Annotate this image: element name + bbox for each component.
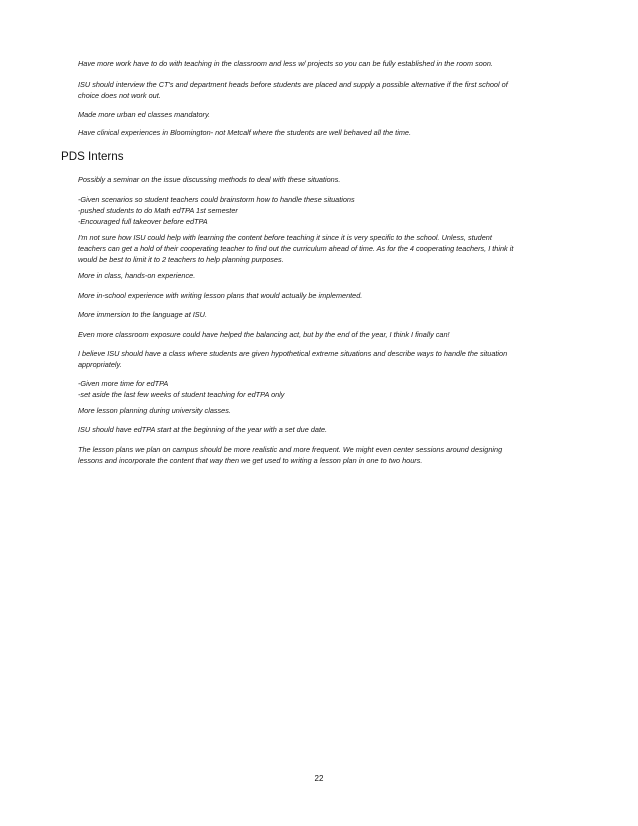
comment-paragraph: [78, 232, 578, 265]
comment-line: Possibly a seminar on the issue discussing methods to deal with these situations.: [78, 175, 341, 184]
comment-line: More in class, hands-on experience.: [78, 271, 196, 280]
comment-paragraph: [78, 174, 578, 185]
comment-paragraph: [78, 58, 578, 69]
comment-line: appropriately.: [78, 360, 122, 369]
comment-line: I believe ISU should have a class where students are given hypothetical extreme situations and describe ways to handle the situation: [78, 349, 508, 358]
comment-paragraph: [78, 378, 578, 400]
comment-line: I'm not sure how ISU could help with learning the content before teaching it since it is very specific to the school. Unless, student: [78, 233, 492, 242]
comment-paragraph: [78, 444, 578, 466]
comment-line: choice does not work out.: [78, 91, 161, 100]
comment-line: Have clinical experiences in Bloomington- not Metcalf where the students are well behaved all the time.: [78, 128, 411, 137]
comment-line: Made more urban ed classes mandatory.: [78, 110, 211, 119]
comment-paragraph: [78, 424, 578, 435]
comment-line: Have more work have to do with teaching in the classroom and less w/ projects so you can be fully established in the room soon.: [78, 59, 493, 68]
comment-paragraph: [78, 348, 578, 370]
comment-line: would be best to limit it to 2 teachers to help planning purposes.: [78, 255, 284, 264]
comment-paragraph: [78, 329, 578, 340]
comment-paragraph: [78, 127, 578, 138]
comment-paragraph: [78, 309, 578, 320]
comment-line: -Given scenarios so student teachers could brainstorm how to handle these situations: [78, 195, 355, 204]
comment-paragraph: [78, 270, 578, 281]
section-heading: PDS Interns: [61, 150, 124, 163]
comment-line: Even more classroom exposure could have helped the balancing act, but by the end of the year, I think I finally can!: [78, 330, 450, 339]
comment-line: More immersion to the language at ISU.: [78, 310, 207, 319]
page-number: 22: [314, 774, 324, 783]
comment-line: lessons and incorporate the content that way then we get used to writing a lesson plan in one to two hours.: [78, 456, 423, 465]
comment-paragraph: [78, 109, 578, 120]
comment-line: More lesson planning during university classes.: [78, 406, 231, 415]
comment-line: teachers can get a hold of their cooperating teacher to find out the curriculum ahead of time. As for the 4 cooperating teachers, I think it: [78, 244, 514, 253]
comment-line: The lesson plans we plan on campus should be more realistic and more frequent. We might even center sessions around designing: [78, 445, 503, 454]
comment-line: -Encouraged full takeover before edTPA: [78, 217, 208, 226]
comment-line: ISU should interview the CT's and department heads before students are placed and supply a possible alternative if the first school of: [78, 80, 508, 89]
comment-line: -set aside the last few weeks of student teaching for edTPA only: [78, 390, 285, 399]
comment-line: ISU should have edTPA start at the beginning of the year with a set due date.: [78, 425, 328, 434]
comment-paragraph: [78, 290, 578, 301]
comment-paragraph: [78, 405, 578, 416]
comment-line: -pushed students to do Math edTPA 1st semester: [78, 206, 238, 215]
comment-line: More in-school experience with writing lesson plans that would actually be implemented.: [78, 291, 363, 300]
comment-paragraph: [78, 194, 578, 227]
comment-line: -Given more time for edTPA: [78, 379, 169, 388]
comment-paragraph: [78, 79, 578, 101]
